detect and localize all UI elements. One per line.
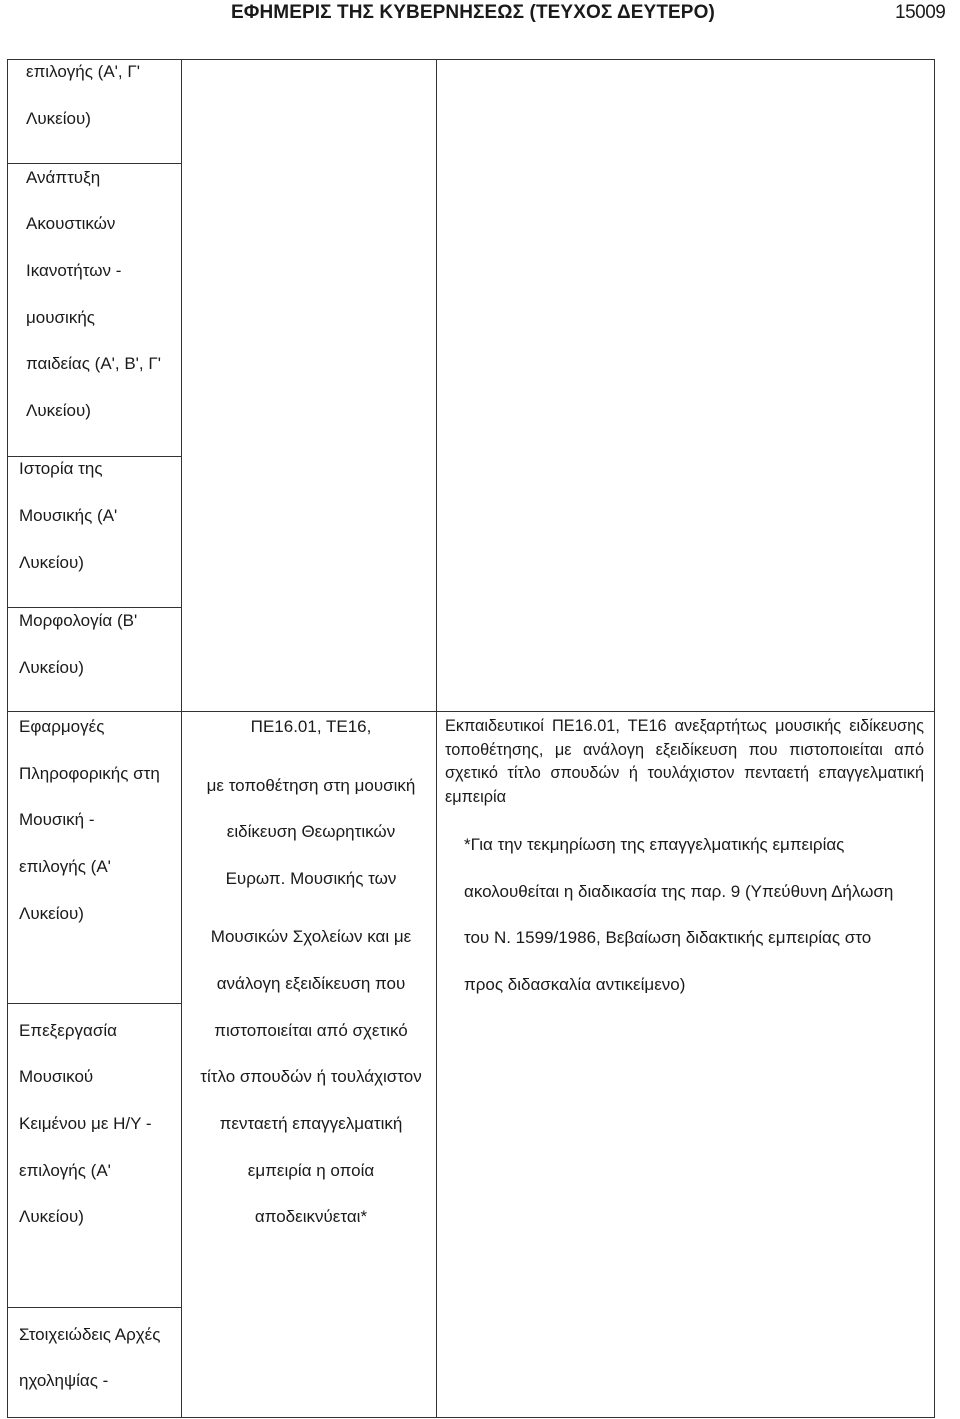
subject-line: Μουσική - [19, 810, 95, 829]
subject-line: Λυκείου) [26, 109, 91, 128]
table-bottom-border [7, 1417, 935, 1418]
specialty-line: πιστοποιείται από σχετικό [214, 1021, 408, 1040]
page-header [0, 0, 960, 40]
subject-line: Ιστορία της [19, 459, 103, 478]
specialty-line: Ευρωπ. Μουσικής των [225, 869, 397, 888]
note-line: προς διδασκαλία αντικείμενο) [464, 975, 686, 995]
table-left-border [7, 59, 8, 1418]
note-line: *Για την τεκμηρίωση της επαγγελματικής εμπειρίας [464, 835, 845, 854]
gazette-title: ΕΦΗΜΕΡΙΣ ΤΗΣ ΚΥΒΕΡΝΗΣΕΩΣ (ΤΕΥΧΟΣ ΔΕΥΤΕΡΟ) [231, 2, 715, 23]
subject-line: Λυκείου) [26, 401, 91, 420]
subject-line: Στοιχειώδεις Αρχές [19, 1325, 161, 1344]
subject-line: Ανάπτυξη [26, 168, 101, 187]
specialty-line: ΠΕ16.01, ΤΕ16, [250, 717, 372, 736]
specialty-line: ανάλογη εξειδίκευση που [216, 974, 406, 993]
specialty-line: με τοποθέτηση στη μουσική [206, 776, 416, 795]
row-divider [7, 1307, 182, 1308]
subject-line: επιλογής (Α', Γ' [26, 62, 140, 81]
specialty-line: τίτλο σπουδών ή τουλάχιστον [200, 1067, 422, 1086]
note-line: ακολουθείται η διαδικασία της παρ. 9 (Υπεύθυνη Δήλωση [464, 881, 894, 901]
eligibility-note [464, 822, 934, 1009]
subject-line: Επεξεργασία [19, 1021, 117, 1040]
table-right-border [934, 59, 935, 1418]
specialty-line: εμπειρία η οποία [247, 1161, 375, 1180]
subject-line: επιλογής (Α' [19, 1161, 111, 1180]
subject-line: Λυκείου) [19, 553, 84, 572]
subject-line: Μορφολογία (Β' [19, 611, 138, 630]
subject-line: Κειμένου με Η/Υ - [19, 1114, 152, 1133]
subject-line: Μουσικού [19, 1067, 94, 1086]
column-divider-2 [436, 59, 437, 1418]
specialty-line: πενταετή επαγγελματική [219, 1114, 403, 1133]
subject-line: Λυκείου) [19, 904, 84, 923]
eligibility-paragraph: Εκπαιδευτικοί ΠΕ16.01, ΤΕ16 ανεξαρτήτως μουσικής ειδίκευσης τοποθέτησης, με ανάλογη εξειδίκευση που πιστοποιείται από σχετικό τίτλο σπουδών ή τουλάχιστον πενταετή επαγγελματική εμπειρία [445, 717, 924, 806]
subject-line: Εφαρμογές [19, 717, 105, 736]
specialty-line: ειδίκευση Θεωρητικών [226, 822, 396, 841]
subject-line: επιλογής (Α' [19, 857, 111, 876]
subject-line: Λυκείου) [19, 658, 84, 677]
note-line: του Ν. 1599/1986, Βεβαίωση διδακτικής εμπειρίας στο [464, 928, 872, 948]
subject-line: ηχοληψίας - [19, 1371, 109, 1390]
subject-line: Ικανοτήτων - [26, 261, 122, 280]
subject-line: μουσικής [26, 308, 95, 327]
row-divider [7, 1003, 182, 1004]
subject-line: Μουσικής (Α' [19, 506, 118, 525]
page-number: 15009 [895, 2, 946, 23]
subject-line: Ακουστικών [26, 214, 116, 233]
subject-line: παιδείας (Α', Β', Γ' [26, 354, 161, 373]
specialty-line: Μουσικών Σχολείων και με [210, 927, 412, 946]
subject-line: Λυκείου) [19, 1207, 84, 1226]
specialty-line: αποδεικνύεται* [254, 1207, 368, 1226]
subject-line: Πληροφορικής στη [19, 764, 160, 783]
